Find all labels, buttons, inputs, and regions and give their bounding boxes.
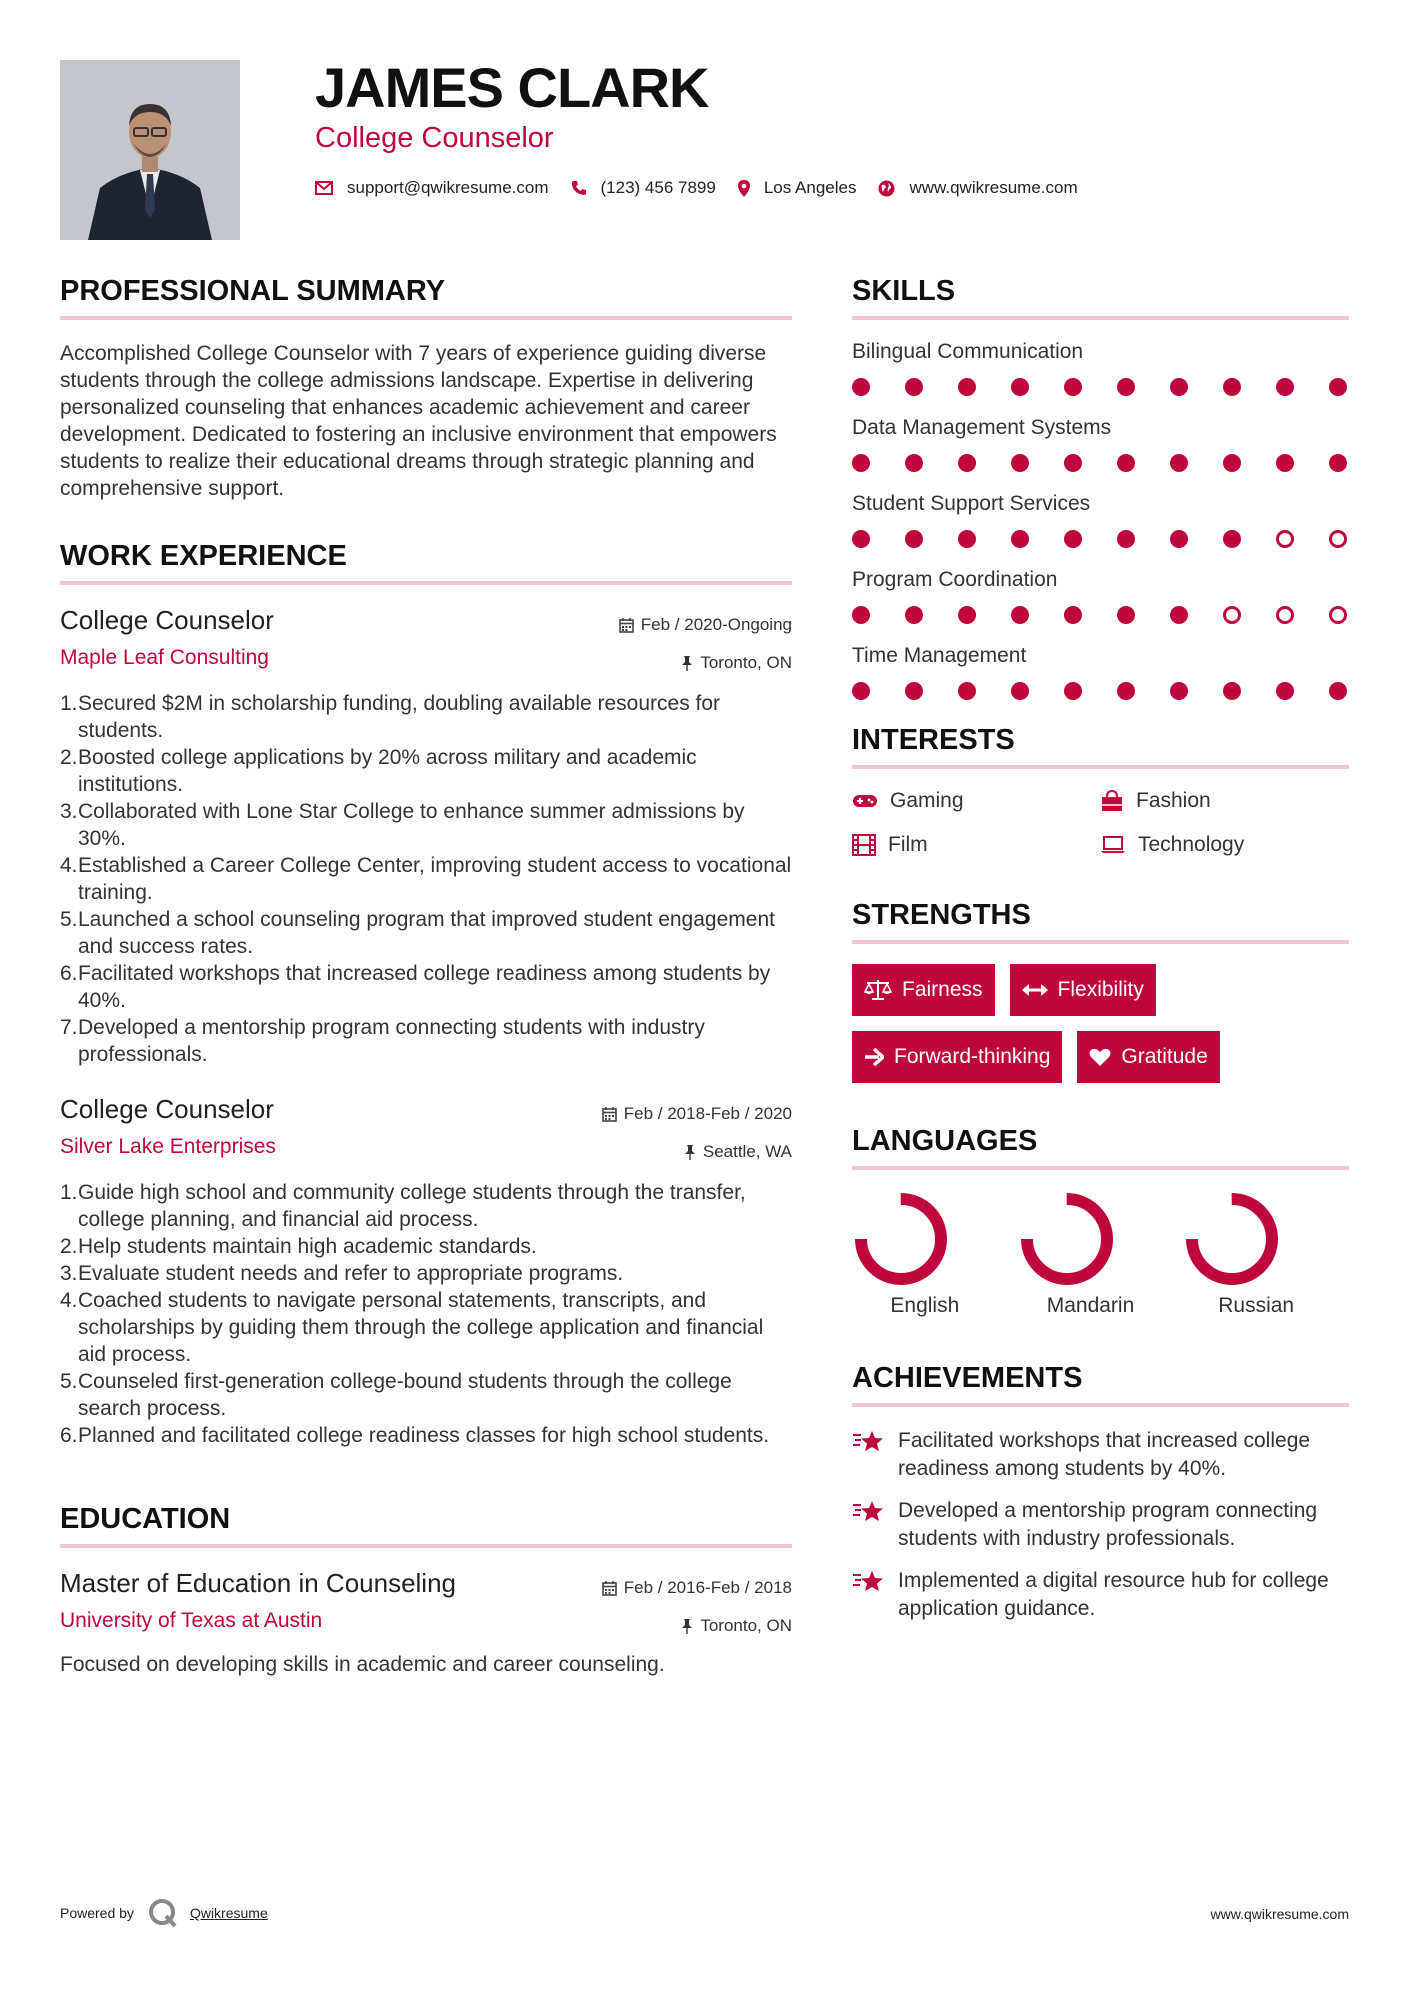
powered-by-text: Powered by [60, 1905, 134, 1921]
job-bullet [60, 1233, 792, 1260]
strength-label: Gratitude [1121, 1045, 1208, 1068]
skill-dot-filled [1170, 378, 1188, 396]
language-list [852, 1190, 1349, 1318]
skill-dot-filled [1011, 606, 1029, 624]
interest-item [852, 833, 1100, 857]
skill-dot-filled [1064, 378, 1082, 396]
achievement-text: Implemented a digital resource hub for college application guidance. [898, 1569, 1329, 1620]
languages-heading: LANGUAGES [852, 1125, 1349, 1170]
education-school: University of Texas at Austin [60, 1609, 323, 1632]
job-bullet [60, 1179, 792, 1233]
interest-label: Gaming [890, 789, 964, 812]
job-bullet [60, 690, 792, 744]
skill-dot-filled [958, 530, 976, 548]
skill-dot-filled [1117, 378, 1135, 396]
strength-label: Flexibility [1057, 978, 1144, 1001]
skill-rating [852, 454, 1349, 472]
skill-dot-filled [958, 454, 976, 472]
footer-website[interactable]: www.qwikresume.com [1210, 1906, 1349, 1922]
skill-dot-filled [958, 606, 976, 624]
right-column [852, 275, 1349, 1637]
strength-tag [852, 1031, 1062, 1083]
strength-list [852, 964, 1282, 1083]
skill-dot-filled [958, 378, 976, 396]
interest-label: Film [888, 833, 928, 856]
interest-item [852, 789, 1100, 813]
skill-dot-empty [1223, 606, 1241, 624]
profile-photo [60, 60, 240, 240]
skill-name: Time Management [852, 644, 1027, 667]
bullet-text: Evaluate student needs and refer to appropriate programs. [78, 1262, 624, 1285]
job-date [602, 1104, 792, 1124]
skill-dot-filled [1064, 606, 1082, 624]
bullet-text: Boosted college applications by 20% across military and academic institutions. [78, 746, 697, 796]
skill-dot-empty [1276, 530, 1294, 548]
job-title: College Counselor [60, 1094, 274, 1124]
skill-dot-empty [1276, 606, 1294, 624]
bullet-text: Planned and facilitated college readiness classes for high school students. [78, 1424, 770, 1447]
bullet-number: 6. [60, 962, 78, 985]
bullet-text: Help students maintain high academic standards. [78, 1235, 537, 1258]
skill-dot-filled [958, 682, 976, 700]
bullet-number: 3. [60, 1262, 78, 1285]
skill-name: Data Management Systems [852, 416, 1112, 439]
skill-dot-filled [852, 530, 870, 548]
envelope-icon [315, 181, 333, 195]
job-bullet [60, 906, 792, 960]
bullet-number: 7. [60, 1016, 78, 1039]
bullet-number: 5. [60, 1370, 78, 1393]
skill-dot-filled [1276, 682, 1294, 700]
language-level-arc [1192, 1199, 1272, 1279]
skills-heading: SKILLS [852, 275, 1349, 320]
language-level-arc [1027, 1199, 1107, 1279]
skill-name: Program Coordination [852, 568, 1058, 591]
contact-phone-text: (123) 456 7899 [600, 178, 716, 197]
job-bullet [60, 798, 792, 852]
skill-rating [852, 682, 1349, 700]
achievement-item [852, 1497, 1349, 1553]
education-description: Focused on developing skills in academic and career counseling. [60, 1653, 665, 1676]
job-company: Maple Leaf Consulting [60, 646, 269, 669]
bullet-number: 1. [60, 1181, 78, 1204]
skill-dot-filled [1223, 682, 1241, 700]
language-level-ring [852, 1190, 950, 1288]
interest-label: Fashion [1136, 789, 1211, 812]
job-bullet [60, 1422, 792, 1449]
laptop-icon [1100, 836, 1126, 854]
bullet-text: Facilitated workshops that increased college readiness among students by 40%. [78, 962, 771, 1012]
skill-dot-filled [905, 606, 923, 624]
interests-heading: INTERESTS [852, 724, 1349, 769]
star-award-icon [852, 1499, 884, 1525]
bullet-text: Collaborated with Lone Star College to enhance summer admissions by 30%. [78, 800, 745, 850]
skill-rating [852, 378, 1349, 396]
job-bullet [60, 1368, 792, 1422]
contact-location-text: Los Angeles [763, 178, 857, 197]
achievement-list [852, 1427, 1349, 1623]
skill-dot-filled [852, 606, 870, 624]
gamepad-icon [852, 793, 878, 809]
bullet-text: Counseled first-generation college-bound students through the college search process. [78, 1370, 732, 1420]
pin-icon [684, 1145, 696, 1160]
job-bullet [60, 1287, 792, 1368]
calendar-icon [602, 1581, 617, 1596]
bullet-number: 2. [60, 746, 78, 769]
bullet-text: Secured $2M in scholarship funding, doubling available resources for students. [78, 692, 721, 742]
skill-list [852, 340, 1349, 700]
job-title: College Counselor [60, 605, 274, 635]
skill-dot-filled [905, 530, 923, 548]
skill-dot-filled [1011, 530, 1029, 548]
skill-dot-filled [1170, 530, 1188, 548]
experience-heading: WORK EXPERIENCE [60, 540, 792, 585]
job-bullets [60, 690, 792, 1068]
skill-dot-filled [852, 378, 870, 396]
arrow-right-icon [864, 1048, 884, 1066]
star-award-icon [852, 1569, 884, 1595]
language-name: Mandarin [1046, 1294, 1135, 1317]
skill-dot-filled [1064, 530, 1082, 548]
bullet-number: 6. [60, 1424, 78, 1447]
skill-name: Bilingual Communication [852, 340, 1084, 363]
skill-dot-filled [1064, 454, 1082, 472]
film-icon [852, 834, 876, 856]
skill-dot-filled [1223, 454, 1241, 472]
skill-dot-empty [1329, 606, 1347, 624]
bullet-number: 4. [60, 1289, 78, 1312]
education-degree: Master of Education in Counseling [60, 1568, 457, 1598]
bullet-text: Developed a mentorship program connecting students with industry professionals. [78, 1016, 705, 1066]
job-location [681, 653, 792, 673]
job-bullet [60, 1014, 792, 1068]
interest-item [1100, 789, 1348, 813]
skill-dot-filled [1170, 682, 1188, 700]
skill-dot-filled [1064, 682, 1082, 700]
strength-tag [1077, 1031, 1219, 1083]
skill-dot-filled [905, 378, 923, 396]
candidate-title: College Counselor [315, 122, 554, 154]
interest-label: Technology [1138, 833, 1245, 856]
phone-icon [571, 180, 587, 196]
strength-label: Fairness [902, 978, 983, 1001]
strengths-heading: STRENGTHS [852, 899, 1349, 944]
skill-dot-filled [1117, 606, 1135, 624]
contact-email[interactable] [315, 178, 549, 198]
job-bullet [60, 960, 792, 1014]
job-list [60, 605, 792, 1449]
skill-dot-filled [1223, 378, 1241, 396]
bullet-number: 4. [60, 854, 78, 877]
shopping-bag-icon [1100, 790, 1124, 812]
skill-dot-filled [852, 682, 870, 700]
job-location [684, 1142, 792, 1162]
skill-dot-filled [905, 682, 923, 700]
job-location-text: Seattle, WA [702, 1142, 792, 1161]
skill-dot-filled [1276, 454, 1294, 472]
education-entry [60, 1568, 792, 1677]
skill-dot-filled [1329, 454, 1347, 472]
candidate-name: JAMES CLARK [315, 56, 709, 119]
education-date [602, 1578, 792, 1598]
job-date [619, 615, 792, 635]
achievement-item [852, 1427, 1349, 1483]
contact-bar [315, 178, 1100, 198]
globe-icon [878, 180, 895, 197]
job-bullet [60, 1260, 792, 1287]
left-column [60, 275, 792, 1701]
skill-name: Student Support Services [852, 492, 1091, 515]
bullet-number: 2. [60, 1235, 78, 1258]
skill-dot-filled [1170, 454, 1188, 472]
job-location-text: Toronto, ON [700, 653, 792, 672]
calendar-icon [619, 618, 634, 633]
job-date-text: Feb / 2018-Feb / 2020 [623, 1104, 792, 1123]
interest-item [1100, 833, 1348, 857]
pin-icon [681, 656, 693, 671]
bullet-text: Established a Career College Center, improving student access to vocational training. [78, 854, 792, 904]
skill-dot-filled [852, 454, 870, 472]
bullet-number: 1. [60, 692, 78, 715]
strength-tag [1010, 964, 1156, 1016]
language-level-ring [1018, 1190, 1116, 1288]
strength-tag [852, 964, 995, 1016]
job-date-text: Feb / 2020-Ongoing [640, 615, 792, 634]
language-level-arc [861, 1199, 941, 1279]
language-level-ring [1183, 1190, 1281, 1288]
job-bullet [60, 852, 792, 906]
skill-dot-filled [1117, 530, 1135, 548]
job-entry [60, 605, 792, 1068]
achievement-text: Facilitated workshops that increased college readiness among students by 40%. [898, 1429, 1311, 1480]
scale-icon [864, 979, 892, 1001]
language-name: Russian [1218, 1294, 1295, 1317]
skill-dot-filled [1329, 682, 1347, 700]
language-item [1018, 1190, 1184, 1318]
education-date-text: Feb / 2016-Feb / 2018 [623, 1578, 792, 1597]
skill-dot-empty [1329, 530, 1347, 548]
skill-dot-filled [1117, 454, 1135, 472]
education-heading: EDUCATION [60, 1503, 792, 1548]
achievement-item [852, 1567, 1349, 1623]
bullet-number: 5. [60, 908, 78, 931]
summary-text: Accomplished College Counselor with 7 years of experience guiding diverse students through the college admissions landscape. Expertise in delivering personalized counseling that enhances academic achievement and career development. Dedicated to fostering an inclusive environment that empowers students to realize their educational dreams through strategic planning and comprehensive support. [60, 342, 777, 500]
footer-powered-by [60, 1898, 268, 1928]
contact-email-text: support@qwikresume.com [347, 178, 549, 197]
arrows-horizontal-icon [1022, 983, 1048, 997]
star-award-icon [852, 1429, 884, 1455]
bullet-number: 3. [60, 800, 78, 823]
calendar-icon [602, 1107, 617, 1122]
contact-location [738, 178, 857, 198]
education-location-text: Toronto, ON [700, 1616, 792, 1635]
skill-dot-filled [1276, 378, 1294, 396]
contact-website-text: www.qwikresume.com [909, 178, 1078, 197]
skill-dot-filled [1011, 454, 1029, 472]
map-marker-icon [738, 180, 750, 197]
bullet-text: Launched a school counseling program that improved student engagement and success rates. [78, 908, 775, 958]
skill-dot-filled [1011, 682, 1029, 700]
job-company: Silver Lake Enterprises [60, 1135, 276, 1158]
summary-heading: PROFESSIONAL SUMMARY [60, 275, 792, 320]
skill-rating [852, 606, 1349, 624]
bullet-text: Guide high school and community college students through the transfer, college planning, and financial aid process. [78, 1181, 746, 1231]
skill-dot-filled [1223, 530, 1241, 548]
contact-website[interactable] [878, 178, 1077, 198]
footer-brand-link[interactable]: Qwikresume [189, 1905, 268, 1921]
job-bullet [60, 744, 792, 798]
achievements-heading: ACHIEVEMENTS [852, 1362, 1349, 1407]
job-bullets [60, 1179, 792, 1449]
skill-dot-filled [1011, 378, 1029, 396]
skill-rating [852, 530, 1349, 548]
education-location [681, 1616, 792, 1636]
heart-icon [1089, 1047, 1111, 1067]
skill-dot-filled [1170, 606, 1188, 624]
bullet-text: Coached students to navigate personal statements, transcripts, and scholarships by guiding them through the college application and financial aid process. [78, 1289, 764, 1366]
skill-dot-filled [1329, 378, 1347, 396]
achievement-text: Developed a mentorship program connecting students with industry professionals. [898, 1499, 1318, 1550]
skill-dot-filled [905, 454, 923, 472]
skill-dot-filled [1117, 682, 1135, 700]
language-item [1183, 1190, 1349, 1318]
contact-phone[interactable] [571, 178, 716, 198]
interest-list [852, 789, 1349, 857]
pin-icon [681, 1619, 693, 1634]
strength-label: Forward-thinking [894, 1045, 1051, 1068]
job-entry [60, 1094, 792, 1449]
language-name: English [890, 1294, 960, 1317]
language-item [852, 1190, 1018, 1318]
qwikresume-logo-icon [148, 1898, 178, 1928]
